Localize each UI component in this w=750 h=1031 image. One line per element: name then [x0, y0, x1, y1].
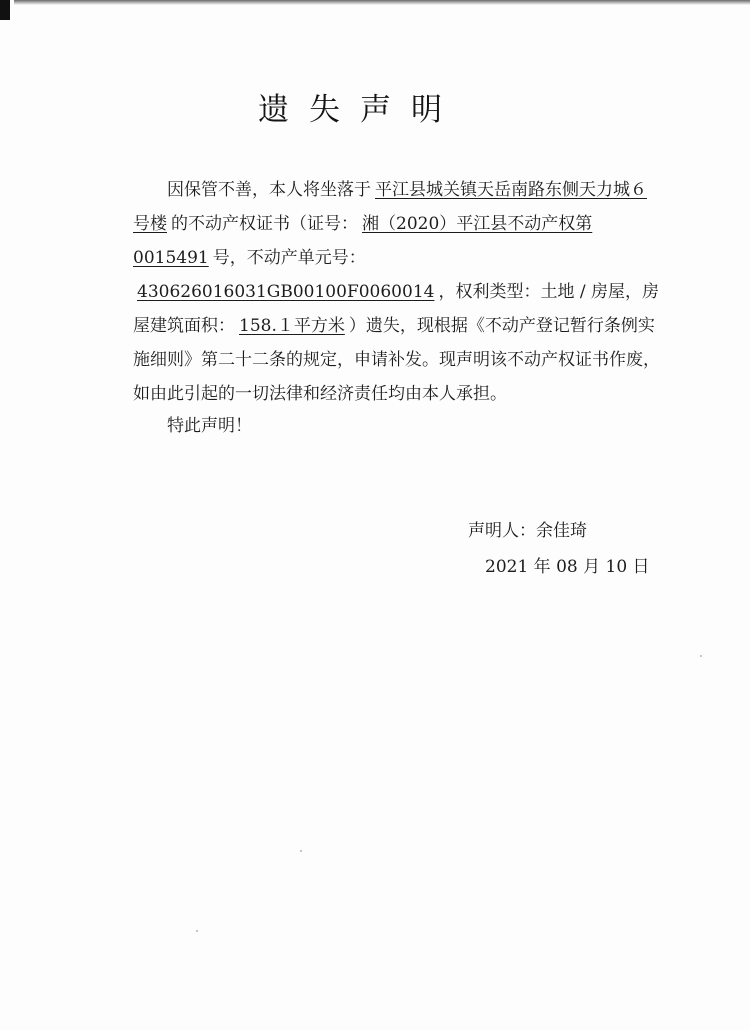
declaration-date: 2021 年 08 月 10 日 [485, 557, 650, 577]
property-unit-number: 430626016031GB00100F0060014 [137, 282, 435, 302]
right-type: 土地 / 房屋 [540, 282, 625, 302]
statement-right-label: ，权利类型： [438, 282, 541, 302]
document-title: 遗失声明 [258, 92, 462, 128]
closing-remark: 特此声明！ [167, 416, 252, 436]
statement-body [133, 173, 663, 411]
certificate-number: 湘（2020）平江县不动产权第 0015491 [133, 214, 593, 268]
scan-speck [196, 930, 198, 932]
scan-corner-mark [0, 0, 10, 20]
statement-unit-label: 号，不动产单元号： [212, 248, 366, 268]
scan-speck [300, 850, 302, 852]
statement-cert-label: 的不动产权证书（证号： [171, 214, 358, 234]
statement-area-label: ，房屋建筑面积： [133, 282, 659, 336]
property-location: 平江县城关镇天岳南路东侧天力城６号楼 [133, 180, 647, 234]
scan-top-edge [14, 0, 750, 5]
statement-intro: 因保管不善，本人将坐落于 [167, 180, 371, 200]
statement-conclusion: ）遗失，现根据《不动产登记暂行条例实施细则》第二十二条的规定，申请补发。现声明该不动产权证书作废，如由此引起的一切法律和经济责任均由本人承担。 [133, 316, 660, 404]
building-area: 158.１平方米 [239, 316, 345, 336]
scan-speck [700, 655, 702, 657]
declarant-signature: 声明人：余佳琦 [468, 521, 587, 541]
